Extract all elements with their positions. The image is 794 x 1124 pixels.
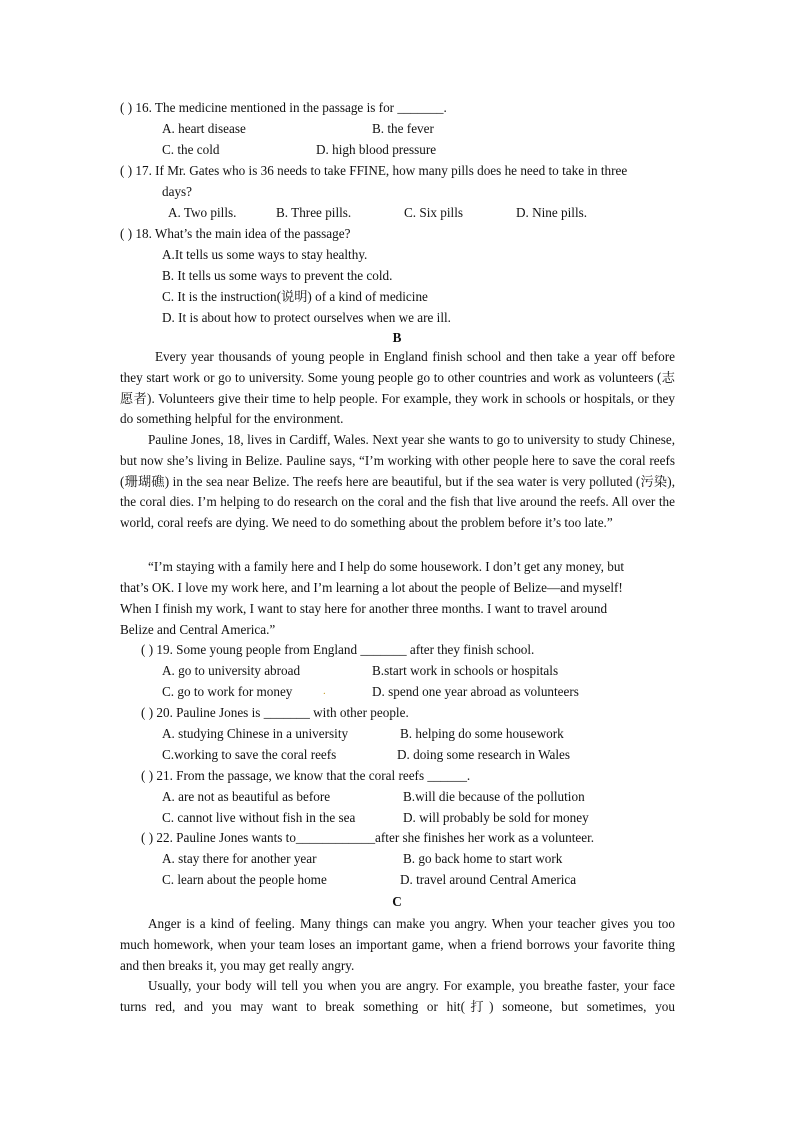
- q20-option-b: B. helping do some housework: [400, 726, 564, 741]
- q20-option-d: D. doing some research in Wales: [397, 747, 571, 762]
- q17-option-c: C. Six pills: [404, 205, 463, 220]
- q22-option-a: A. stay there for another year: [162, 851, 317, 866]
- q16-option-b: B. the fever: [372, 121, 434, 136]
- q18-option-a: A.It tells us some ways to stay healthy.: [162, 247, 368, 262]
- q21-option-a: A. are not as beautiful as before: [162, 789, 331, 804]
- q19-option-c: C. go to work for money: [162, 684, 293, 699]
- q17-option-b: B. Three pills.: [276, 205, 352, 220]
- section-b-paragraph-3-line-1: “I’m staying with a family here and I help do some housework. I don’t get any money, but: [148, 559, 625, 574]
- q18-stem: ( ) 18. What’s the main idea of the passage?: [120, 226, 351, 241]
- q20-option-c: C.working to save the coral reefs: [162, 747, 337, 762]
- section-b-paragraph-1: Every year thousands of young people in England finish school and then take a year off before they start work or go to university. Some young people go to other countries and work as volunteers (志愿者). Volunteers give their time to help people. For example, they work in schools or hospitals, or they do something helpful for the environment.: [120, 349, 675, 427]
- q21-option-b: B.will die because of the pollution: [403, 789, 585, 804]
- section-b-paragraph-3-line-3: When I finish my work, I want to stay here for another three months. I want to travel around: [120, 601, 608, 616]
- q17-option-d: D. Nine pills.: [516, 205, 588, 220]
- section-c-paragraph-2: Usually, your body will tell you when you are angry. For example, you breathe faster, your face turns red, and you may want to break something or hit(打) someone, but sometimes, you: [120, 978, 675, 1014]
- section-c-heading: C: [392, 894, 402, 909]
- q17-option-a: A. Two pills.: [168, 205, 237, 220]
- section-b-paragraph-3-line-2: that’s OK. I love my work here, and I’m learning a lot about the people of Belize—and myself!: [120, 580, 623, 595]
- section-b-heading: B: [392, 330, 402, 345]
- q20-stem: ( ) 20. Pauline Jones is _______ with other people.: [141, 705, 409, 720]
- q18-option-b: B. It tells us some ways to prevent the cold.: [162, 268, 393, 283]
- q17-stem-cont: days?: [162, 184, 193, 199]
- section-c-paragraph-1: Anger is a kind of feeling. Many things can make you angry. When your teacher gives you too much homework, when your team loses an important game, when a friend borrows your favorite thing and then breaks it, you may get really angry.: [120, 916, 675, 973]
- q20-option-a: A. studying Chinese in a university: [162, 726, 349, 741]
- stray-dot: .: [323, 685, 326, 697]
- q22-option-c: C. learn about the people home: [162, 872, 327, 887]
- q19-option-d: D. spend one year abroad as volunteers: [372, 684, 579, 699]
- q22-option-d: D. travel around Central America: [400, 872, 577, 887]
- q17-stem: ( ) 17. If Mr. Gates who is 36 needs to take FFINE, how many pills does he need to take in three: [120, 163, 628, 178]
- q18-option-d: D. It is about how to protect ourselves when we are ill.: [162, 310, 451, 325]
- q21-option-d: D. will probably be sold for money: [403, 810, 589, 825]
- q19-option-a: A. go to university abroad: [162, 663, 301, 678]
- q21-stem: ( ) 21. From the passage, we know that the coral reefs ______.: [141, 768, 471, 783]
- q16-option-c: C. the cold: [162, 142, 220, 157]
- q18-option-c: C. It is the instruction(说明) of a kind of medicine: [162, 289, 428, 304]
- q16-stem: ( ) 16. The medicine mentioned in the passage is for _______.: [120, 100, 447, 115]
- q21-option-c: C. cannot live without fish in the sea: [162, 810, 356, 825]
- q22-option-b: B. go back home to start work: [403, 851, 563, 866]
- section-b-paragraph-2: Pauline Jones, 18, lives in Cardiff, Wales. Next year she wants to go to university to study Chinese, but now she’s living in Belize. Pauline says, “I’m working with other people here to save the coral reefs (珊瑚礁) in the sea near Belize. The reefs here are beautiful, but if the sea water is very polluted (污染), the coral dies. I’m helping to do research on the coral and the fish that live around the reefs. All over the world, coral reefs are dying. We need to do something about the problem before it’s too late.”: [120, 432, 675, 531]
- q22-stem: ( ) 22. Pauline Jones wants to____________after she finishes her work as a volunteer.: [141, 830, 595, 845]
- q19-option-b: B.start work in schools or hospitals: [372, 663, 559, 678]
- q16-option-a: A. heart disease: [162, 121, 246, 136]
- q16-option-d: D. high blood pressure: [316, 142, 437, 157]
- section-b-paragraph-3-line-4: Belize and Central America.”: [120, 622, 276, 637]
- q19-stem: ( ) 19. Some young people from England _______ after they finish school.: [141, 642, 535, 657]
